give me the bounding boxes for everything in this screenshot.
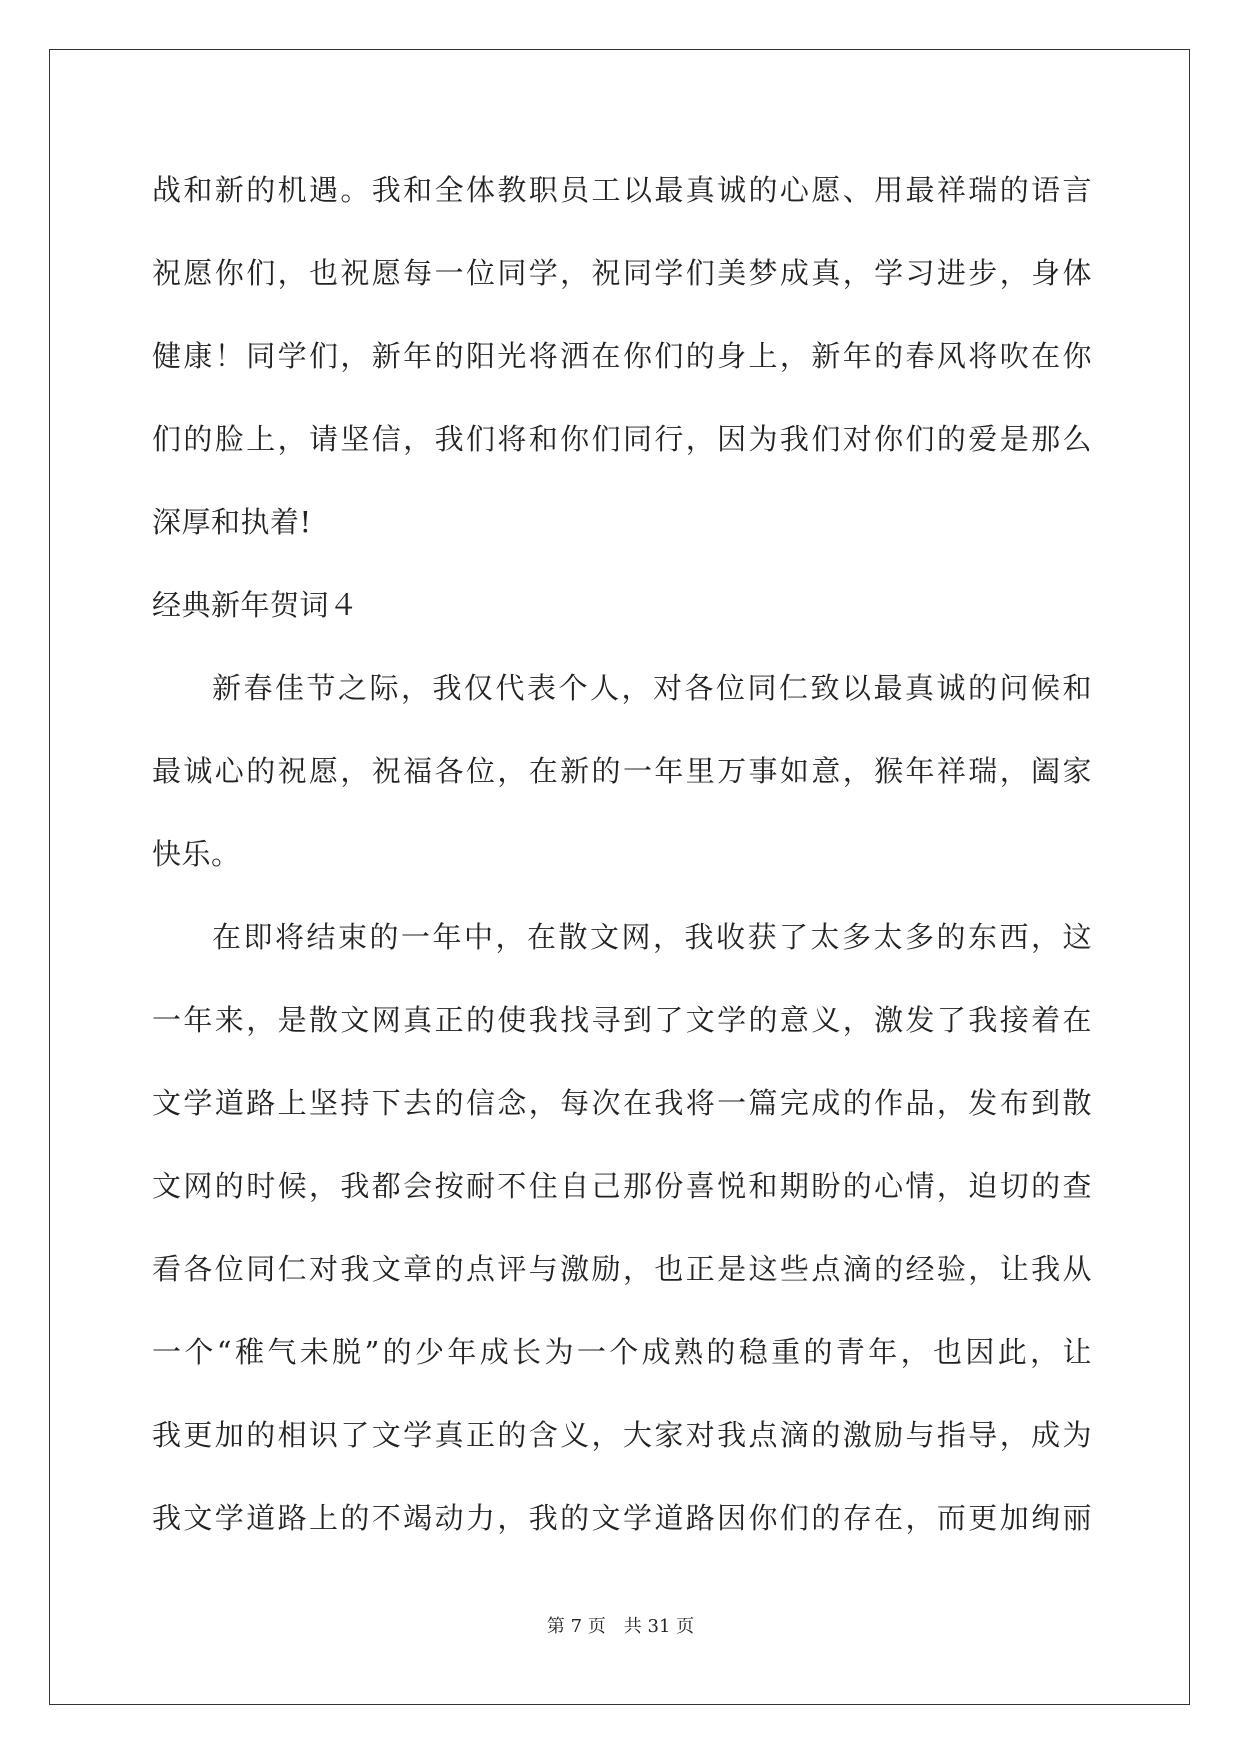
text-line: 一个“稚气未脱”的少年成长为一个成熟的稳重的青年，也因此，让 [152, 1335, 1092, 1369]
text-line: 深厚和执着! [152, 505, 312, 539]
text-line: 快乐。 [152, 837, 241, 871]
text-line: 一年来，是散文网真正的使我找寻到了文学的意义，激发了我接着在 [152, 1003, 1092, 1037]
text-line: 我文学道路上的不竭动力，我的文学道路因你们的存在，而更加绚丽 [152, 1501, 1092, 1535]
text-line: 健康！同学们，新年的阳光将洒在你们的身上，新年的春风将吹在你 [152, 339, 1092, 373]
text-line: 看各位同仁对我文章的点评与激励，也正是这些点滴的经验，让我从 [152, 1252, 1092, 1286]
page-footer [0, 1615, 1241, 1639]
page-frame [49, 49, 1190, 1705]
text-line: 最诚心的祝愿，祝福各位，在新的一年里万事如意，猴年祥瑞，阖家 [152, 754, 1092, 788]
paragraph-first-line: 新春佳节之际，我仅代表个人，对各位同仁致以最真诚的问候和 [212, 671, 1092, 705]
text-line: 战和新的机遇。我和全体教职员工以最真诚的心愿、用最祥瑞的语言 [152, 173, 1092, 207]
text-line: 我更加的相识了文学真正的含义，大家对我点滴的激励与指导，成为 [152, 1418, 1092, 1452]
text-line: 文网的时候，我都会按耐不住自己那份喜悦和期盼的心情，迫切的查 [152, 1169, 1092, 1203]
page-number: 第 7 页 共 31 页 [546, 1616, 695, 1637]
text-line: 文学道路上坚持下去的信念，每次在我将一篇完成的作品，发布到散 [152, 1086, 1092, 1120]
section-heading: 经典新年贺词４ [152, 588, 359, 622]
text-line: 祝愿你们，也祝愿每一位同学，祝同学们美梦成真，学习进步，身体 [152, 256, 1092, 290]
text-line: 们的脸上，请坚信，我们将和你们同行，因为我们对你们的爱是那么 [152, 422, 1092, 456]
paragraph-first-line: 在即将结束的一年中，在散文网，我收获了太多太多的东西，这 [212, 920, 1092, 954]
